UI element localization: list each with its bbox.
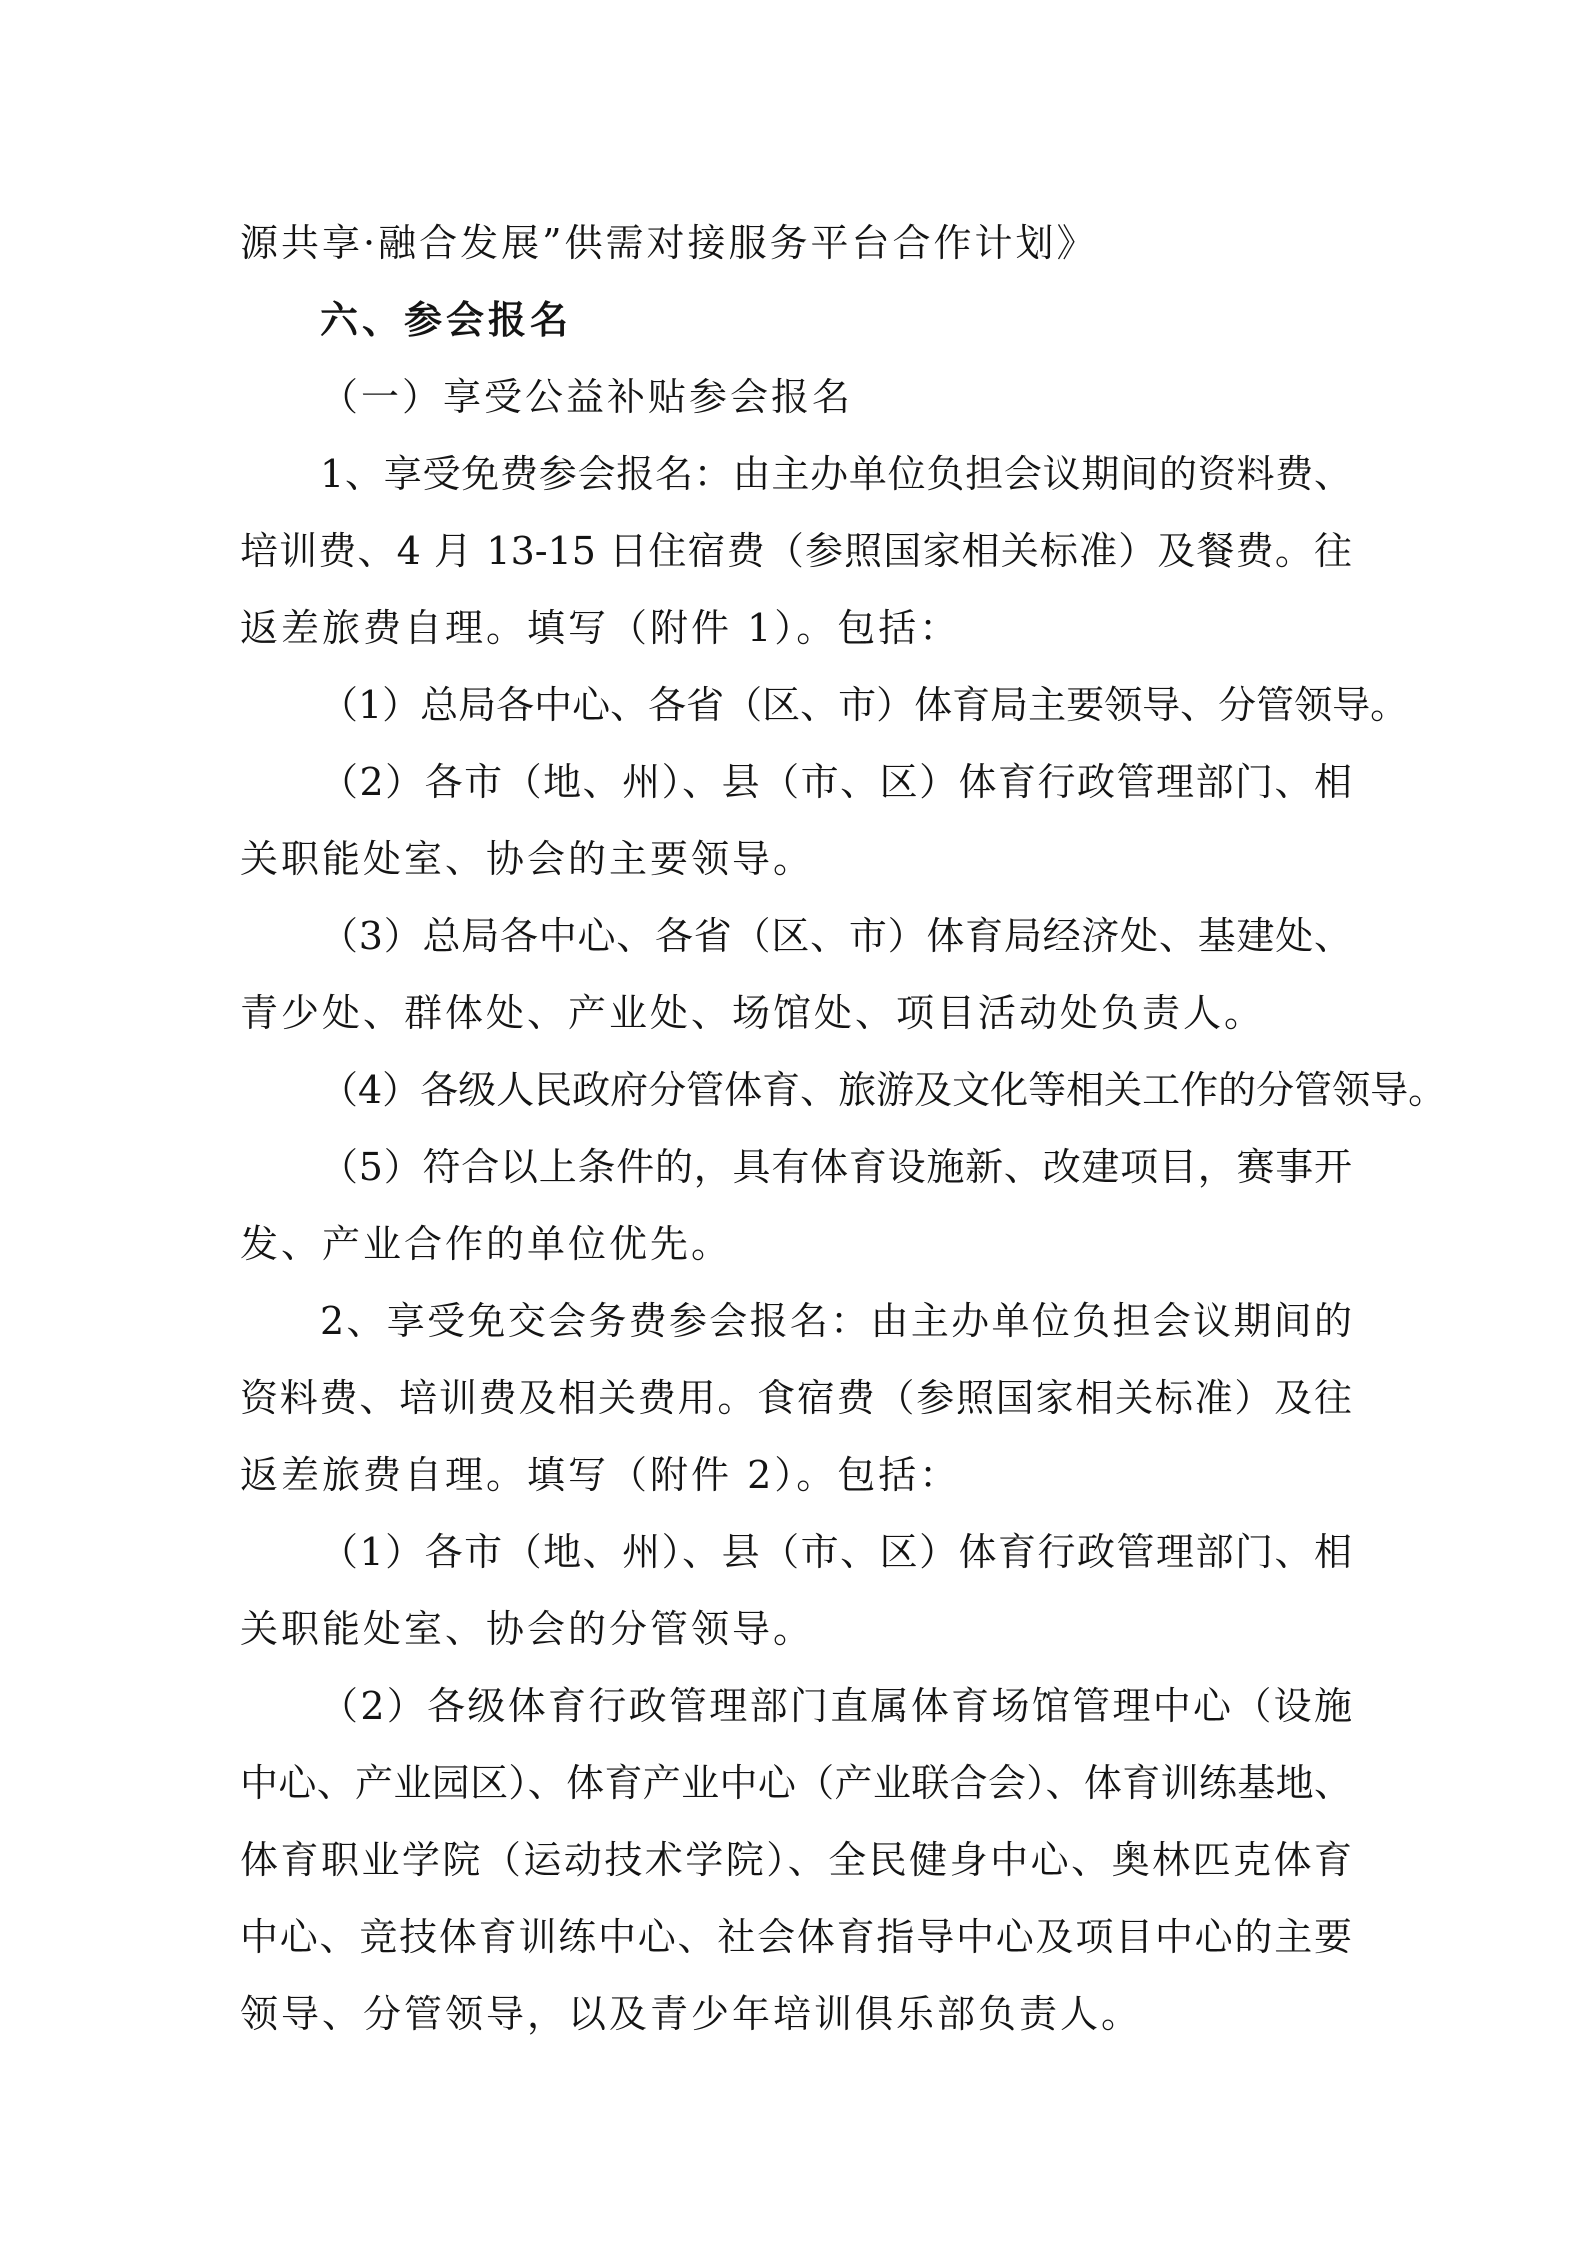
text-line: 返差旅费自理。填写（附件 2）。包括： (240, 1453, 961, 1497)
text-line: （1）总局各中心、各省（区、市）体育局主要领导、分管领导。 (320, 683, 1409, 727)
text-line: （5）符合以上条件的，具有体育设施新、改建项目，赛事开 (320, 1145, 1352, 1189)
text-line: 青少处、群体处、产业处、场馆处、项目活动处负责人。 (240, 991, 1266, 1035)
subsection-heading: （一）享受公益补贴参会报名 (320, 375, 854, 419)
text-line: 关职能处室、协会的分管领导。 (240, 1607, 815, 1651)
section-heading: 六、参会报名 (320, 298, 573, 342)
text-line: （1）各市（地、州）、县（市、区）体育行政管理部门、相 (320, 1530, 1352, 1574)
text-line: 源共享·融合发展”供需对接服务平台合作计划》 (240, 221, 1098, 265)
text-line: 发、产业合作的单位优先。 (240, 1222, 733, 1266)
text-line: （2）各市（地、州）、县（市、区）体育行政管理部门、相 (320, 760, 1352, 804)
text-line: （2）各级体育行政管理部门直属体育场馆管理中心（设施 (320, 1684, 1352, 1728)
text-line: 关职能处室、协会的主要领导。 (240, 837, 815, 881)
text-line: 中心、产业园区）、体育产业中心（产业联合会）、体育训练基地、 (240, 1761, 1352, 1805)
text-line: 2、享受免交会务费参会报名：由主办单位负担会议期间的 (320, 1299, 1352, 1343)
text-line: （4）各级人民政府分管体育、旅游及文化等相关工作的分管领导。 (320, 1068, 1447, 1112)
text-line: 体育职业学院（运动技术学院）、全民健身中心、奥林匹克体育 (240, 1838, 1352, 1882)
text-line: 资料费、培训费及相关费用。食宿费（参照国家相关标准）及往 (240, 1376, 1352, 1420)
text-line: 1、享受免费参会报名：由主办单位负担会议期间的资料费、 (320, 452, 1352, 496)
text-line: （3）总局各中心、各省（区、市）体育局经济处、基建处、 (320, 914, 1352, 958)
text-line: 中心、竞技体育训练中心、社会体育指导中心及项目中心的主要 (240, 1915, 1352, 1959)
text-line: 培训费、4 月 13-15 日住宿费（参照国家相关标准）及餐费。往 (240, 529, 1352, 573)
text-line: 返差旅费自理。填写（附件 1）。包括： (240, 606, 961, 650)
text-line: 领导、分管领导，以及青少年培训俱乐部负责人。 (240, 1992, 1143, 2036)
